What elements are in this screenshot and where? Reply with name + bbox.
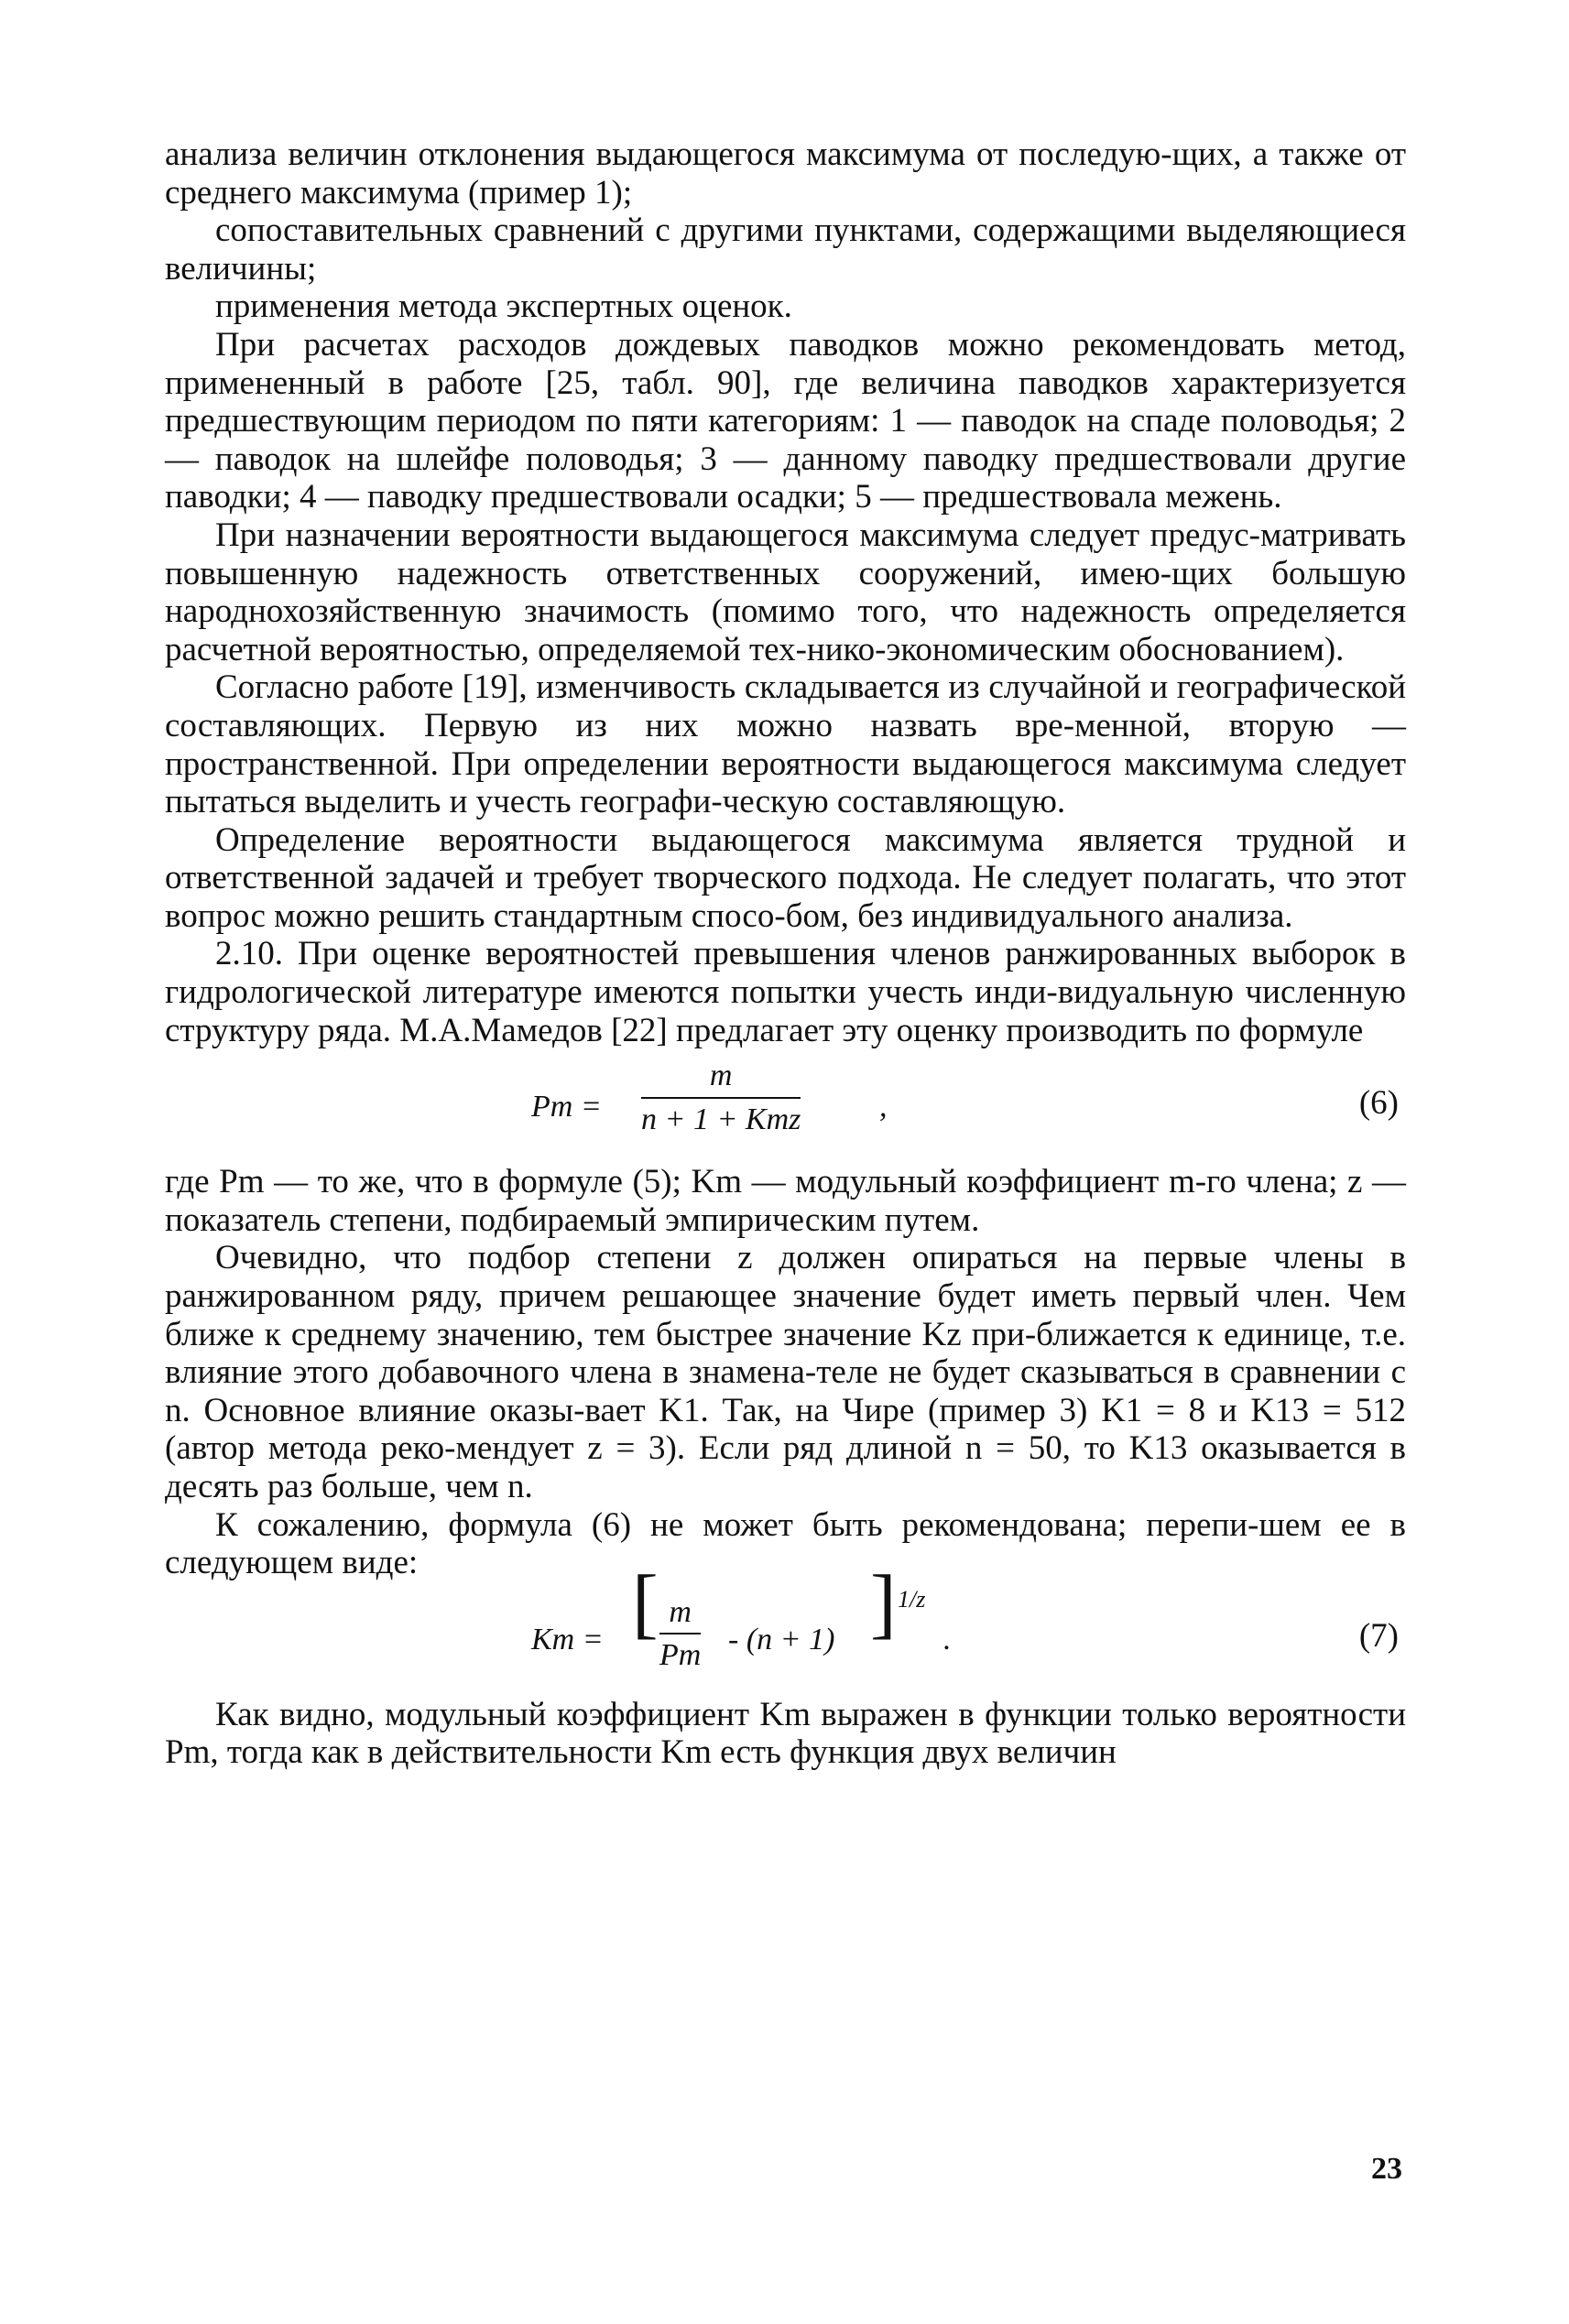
formula-7-lhs: Km = bbox=[531, 1622, 604, 1656]
formula-7-exponent: 1/z bbox=[898, 1585, 926, 1613]
paragraph-unfortunately: К сожалению, формула (6) не может быть рекомендована; перепи-шем ее в следующем виде: bbox=[165, 1505, 1406, 1582]
formula-7-right-bracket: ] bbox=[870, 1558, 897, 1646]
paragraph-comparisons: сопоставительных сравнений с другими пунктами, содержащими выделяющиеся величины; bbox=[165, 212, 1406, 288]
paragraph-obviously: Очевидно, что подбор степени z должен опираться на первые члены в ранжированном ряду, причем решающее значение будет иметь первый член. Чем ближе к среднему значению, тем быстрее значение Kz при-ближается к единице, т.е. влияние этого добавочного члена в знамена-теле не будет сказываться в сравнении с n. Основное влияние оказы-вает K1. Так, на Чире (пример 3) K1 = 8 и K13 = 512 (автор метода реко-мендует z = 3). Если ряд длиной n = 50, то K13 оказывается в десять раз больше, чем n. bbox=[165, 1239, 1406, 1505]
paragraph-where: где Pm — то же, что в формуле (5); Km — модульный коэффициент m-го члена; z — показатель степени, подбираемый эмпирическим путем. bbox=[165, 1163, 1406, 1239]
formula-7-tail: . bbox=[943, 1622, 952, 1656]
formula-6-numerator: m bbox=[641, 1057, 801, 1099]
formula-7-left-bracket: [ bbox=[632, 1558, 659, 1646]
paragraph-reliability: При назначении вероятности выдающегося максимума следует предус-матривать повышенную надежность ответственных сооружений, имею-щих большую народнохозяйственную значимость (помимо того, что надежность определяется расчетной вероятностью, определяемой тех-нико-экономическим обоснованием). bbox=[165, 516, 1406, 668]
paragraph-closing: Как видно, модульный коэффициент Km выражен в функции только вероятности Pm, тогда как в действительности Km есть функция двух величин bbox=[165, 1695, 1406, 1772]
formula-7-minus-term: - (n + 1) bbox=[728, 1622, 835, 1656]
paragraph-rain-floods: При расчетах расходов дождевых паводков можно рекомендовать метод, примененный в работе [25, табл. 90], где величина паводков характеризуется предшествующим периодом по пяти категориям: 1 — паводок на спаде половодья; 2 — паводок на шлейфе половодья; 3 — данному паводку предшествовали другие паводки; 4 — паводку предшествовали осадки; 5 — предшествовала межень. bbox=[165, 325, 1406, 516]
formula-6-expression bbox=[531, 1057, 1172, 1157]
formula-7-denominator: Pm bbox=[659, 1638, 702, 1673]
formula-7-numerator: m bbox=[659, 1593, 701, 1635]
formula-7-number: (7) bbox=[1358, 1616, 1399, 1655]
formula-6-denominator: n + 1 + Kmz bbox=[641, 1102, 801, 1136]
paragraph-expert: применения метода экспертных оценок. bbox=[215, 288, 792, 326]
formula-7-fraction bbox=[659, 1593, 701, 1675]
paragraph-variability: Согласно работе [19], изменчивость складывается из случайной и географической составляющих. Первую из них можно назвать вре-менной, вторую — пространственной. При определении вероятности выдающегося максимума следует пытаться выделить и учесть географи-ческую составляющую. bbox=[165, 668, 1406, 821]
formula-6-lhs: Pm = bbox=[531, 1090, 602, 1124]
formula-6 bbox=[165, 1057, 1406, 1157]
formula-7-expression bbox=[531, 1558, 1172, 1690]
formula-6-tail: , bbox=[879, 1090, 888, 1124]
body-text bbox=[165, 136, 1406, 1772]
formula-6-number: (6) bbox=[1358, 1084, 1399, 1123]
paragraph-section-2-10: 2.10. При оценке вероятностей превышения членов ранжированных выборок в гидрологической литературе имеются попытки учесть инди-видуальную численную структуру ряда. М.А.Мамедов [22] предлагает эту оценку производить по формуле bbox=[165, 935, 1406, 1049]
paragraph-definition: Определение вероятности выдающегося максимума является трудной и ответственной задачей и требует творческого подхода. Не следует полагать, что этот вопрос можно решить стандартным спосо-бом, без индивидуального анализа. bbox=[165, 820, 1406, 935]
paragraph-analysis: анализа величин отклонения выдающегося максимума от последую-щих, а также от среднего максимума (пример 1); bbox=[165, 136, 1406, 212]
formula-7 bbox=[165, 1558, 1406, 1690]
page-number: 23 bbox=[1371, 2152, 1402, 2186]
formula-6-fraction bbox=[641, 1057, 801, 1138]
